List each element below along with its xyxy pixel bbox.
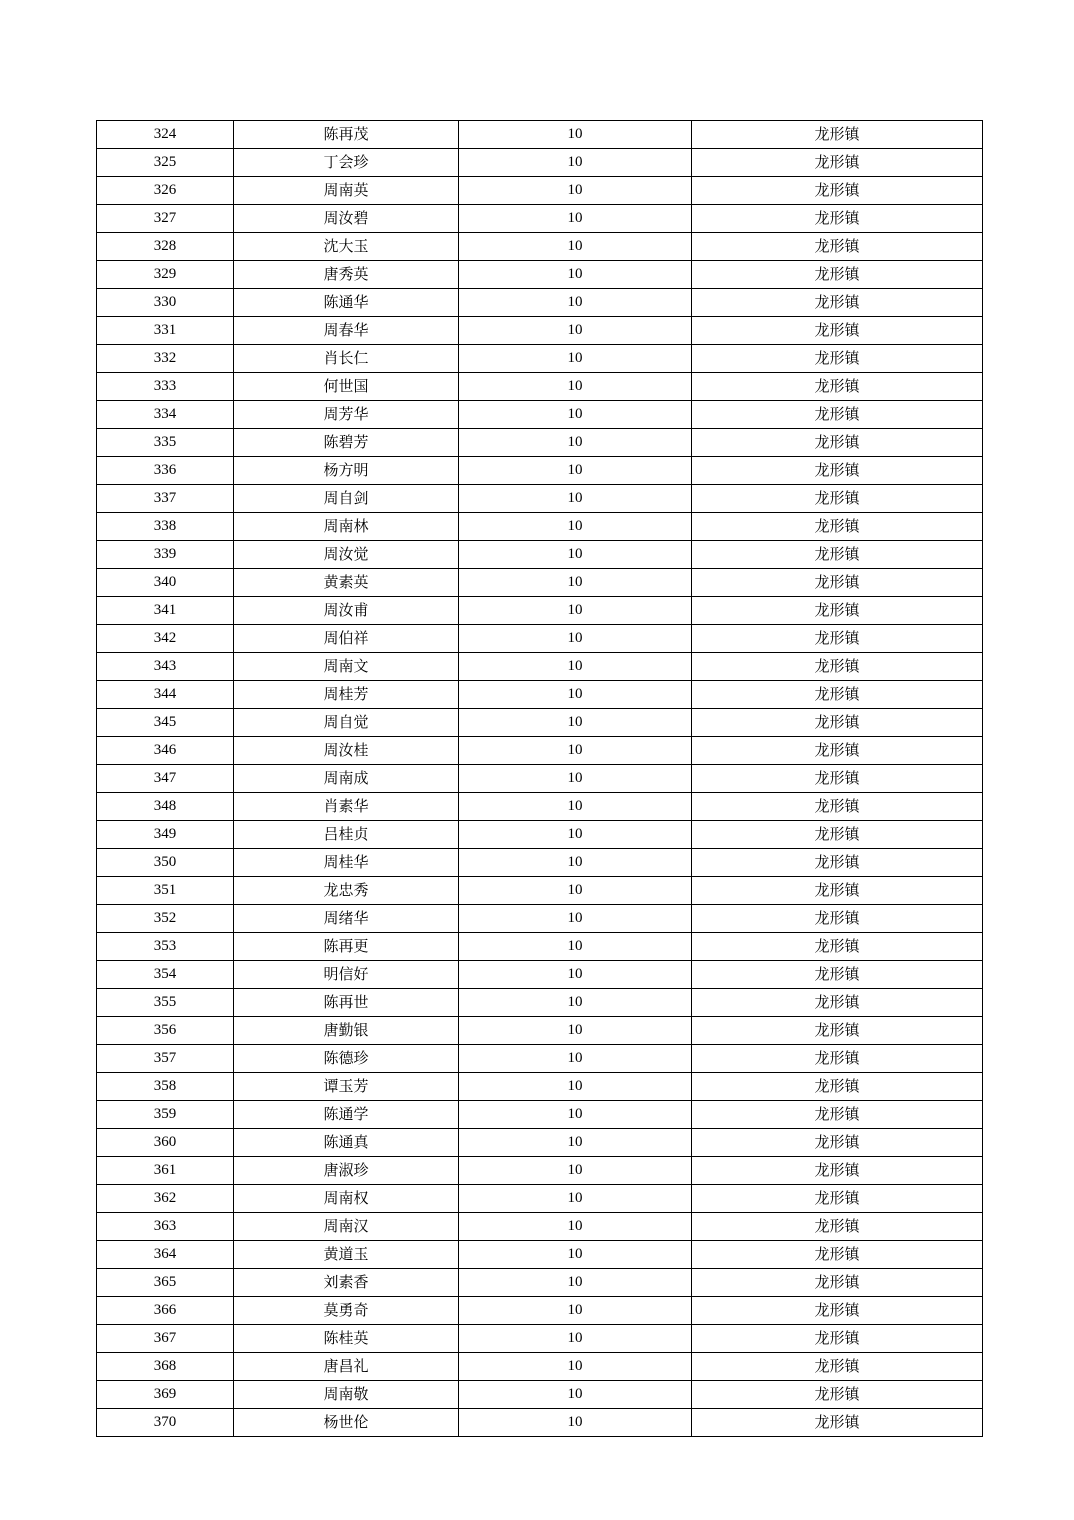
row-amount-cell: 10 — [459, 905, 692, 933]
table-row — [97, 821, 983, 849]
table-row — [97, 849, 983, 877]
row-index-cell: 335 — [97, 429, 234, 457]
row-town-cell: 龙形镇 — [692, 513, 983, 541]
row-name-cell: 周汝桂 — [234, 737, 459, 765]
row-amount-cell: 10 — [459, 597, 692, 625]
row-amount-cell: 10 — [459, 821, 692, 849]
table-row — [97, 317, 983, 345]
row-amount-cell: 10 — [459, 1185, 692, 1213]
row-index-cell: 364 — [97, 1241, 234, 1269]
row-amount-cell: 10 — [459, 485, 692, 513]
row-amount-cell: 10 — [459, 261, 692, 289]
row-index-cell: 367 — [97, 1325, 234, 1353]
row-index-cell: 363 — [97, 1213, 234, 1241]
table-row — [97, 793, 983, 821]
row-index-cell: 339 — [97, 541, 234, 569]
row-index-cell: 333 — [97, 373, 234, 401]
row-index-cell: 334 — [97, 401, 234, 429]
row-town-cell: 龙形镇 — [692, 569, 983, 597]
row-name-cell: 周桂华 — [234, 849, 459, 877]
row-town-cell: 龙形镇 — [692, 1297, 983, 1325]
row-town-cell: 龙形镇 — [692, 905, 983, 933]
row-town-cell: 龙形镇 — [692, 597, 983, 625]
table-row — [97, 653, 983, 681]
table-row — [97, 1185, 983, 1213]
row-name-cell: 沈大玉 — [234, 233, 459, 261]
row-amount-cell: 10 — [459, 1381, 692, 1409]
row-index-cell: 328 — [97, 233, 234, 261]
row-town-cell: 龙形镇 — [692, 849, 983, 877]
table-body — [97, 121, 983, 1437]
row-amount-cell: 10 — [459, 737, 692, 765]
row-amount-cell: 10 — [459, 681, 692, 709]
table-row — [97, 345, 983, 373]
row-town-cell: 龙形镇 — [692, 429, 983, 457]
row-amount-cell: 10 — [459, 457, 692, 485]
row-amount-cell: 10 — [459, 1353, 692, 1381]
row-amount-cell: 10 — [459, 1409, 692, 1437]
table-row — [97, 905, 983, 933]
table-row — [97, 1381, 983, 1409]
table-container — [96, 120, 978, 1437]
table-row — [97, 373, 983, 401]
row-index-cell: 344 — [97, 681, 234, 709]
row-town-cell: 龙形镇 — [692, 401, 983, 429]
row-amount-cell: 10 — [459, 1129, 692, 1157]
row-town-cell: 龙形镇 — [692, 625, 983, 653]
row-index-cell: 358 — [97, 1073, 234, 1101]
row-town-cell: 龙形镇 — [692, 121, 983, 149]
row-name-cell: 唐秀英 — [234, 261, 459, 289]
row-index-cell: 352 — [97, 905, 234, 933]
row-name-cell: 陈通真 — [234, 1129, 459, 1157]
row-town-cell: 龙形镇 — [692, 233, 983, 261]
row-index-cell: 369 — [97, 1381, 234, 1409]
row-index-cell: 348 — [97, 793, 234, 821]
row-town-cell: 龙形镇 — [692, 989, 983, 1017]
row-index-cell: 354 — [97, 961, 234, 989]
table-row — [97, 177, 983, 205]
row-index-cell: 356 — [97, 1017, 234, 1045]
row-amount-cell: 10 — [459, 541, 692, 569]
row-index-cell: 331 — [97, 317, 234, 345]
row-town-cell: 龙形镇 — [692, 177, 983, 205]
table-row — [97, 1101, 983, 1129]
row-index-cell: 342 — [97, 625, 234, 653]
row-amount-cell: 10 — [459, 177, 692, 205]
table-row — [97, 149, 983, 177]
row-index-cell: 359 — [97, 1101, 234, 1129]
table-row — [97, 961, 983, 989]
row-amount-cell: 10 — [459, 877, 692, 905]
row-name-cell: 周汝觉 — [234, 541, 459, 569]
row-name-cell: 肖长仁 — [234, 345, 459, 373]
table-row — [97, 1325, 983, 1353]
row-town-cell: 龙形镇 — [692, 1213, 983, 1241]
row-town-cell: 龙形镇 — [692, 877, 983, 905]
row-amount-cell: 10 — [459, 289, 692, 317]
row-name-cell: 周桂芳 — [234, 681, 459, 709]
row-town-cell: 龙形镇 — [692, 737, 983, 765]
table-row — [97, 541, 983, 569]
row-name-cell: 周南敬 — [234, 1381, 459, 1409]
row-index-cell: 338 — [97, 513, 234, 541]
row-town-cell: 龙形镇 — [692, 961, 983, 989]
row-town-cell: 龙形镇 — [692, 149, 983, 177]
table-row — [97, 1073, 983, 1101]
row-index-cell: 336 — [97, 457, 234, 485]
row-amount-cell: 10 — [459, 793, 692, 821]
row-name-cell: 刘素香 — [234, 1269, 459, 1297]
table-row — [97, 401, 983, 429]
row-name-cell: 周南林 — [234, 513, 459, 541]
table-row — [97, 289, 983, 317]
table-row — [97, 1045, 983, 1073]
row-index-cell: 355 — [97, 989, 234, 1017]
row-index-cell: 368 — [97, 1353, 234, 1381]
row-town-cell: 龙形镇 — [692, 1325, 983, 1353]
row-town-cell: 龙形镇 — [692, 1017, 983, 1045]
row-name-cell: 周芳华 — [234, 401, 459, 429]
row-amount-cell: 10 — [459, 1325, 692, 1353]
row-name-cell: 周绪华 — [234, 905, 459, 933]
table-row — [97, 1409, 983, 1437]
row-name-cell: 杨方明 — [234, 457, 459, 485]
row-amount-cell: 10 — [459, 1017, 692, 1045]
row-amount-cell: 10 — [459, 1073, 692, 1101]
table-row — [97, 625, 983, 653]
row-amount-cell: 10 — [459, 1213, 692, 1241]
row-index-cell: 329 — [97, 261, 234, 289]
row-town-cell: 龙形镇 — [692, 1129, 983, 1157]
row-name-cell: 龙忠秀 — [234, 877, 459, 905]
row-name-cell: 周伯祥 — [234, 625, 459, 653]
row-name-cell: 唐淑珍 — [234, 1157, 459, 1185]
row-index-cell: 361 — [97, 1157, 234, 1185]
table-row — [97, 597, 983, 625]
row-name-cell: 莫勇奇 — [234, 1297, 459, 1325]
row-amount-cell: 10 — [459, 1157, 692, 1185]
table-row — [97, 877, 983, 905]
row-name-cell: 唐昌礼 — [234, 1353, 459, 1381]
row-amount-cell: 10 — [459, 709, 692, 737]
row-amount-cell: 10 — [459, 653, 692, 681]
row-index-cell: 370 — [97, 1409, 234, 1437]
row-amount-cell: 10 — [459, 373, 692, 401]
row-index-cell: 326 — [97, 177, 234, 205]
row-index-cell: 325 — [97, 149, 234, 177]
row-town-cell: 龙形镇 — [692, 709, 983, 737]
row-name-cell: 何世国 — [234, 373, 459, 401]
row-town-cell: 龙形镇 — [692, 1157, 983, 1185]
table-row — [97, 709, 983, 737]
row-name-cell: 周春华 — [234, 317, 459, 345]
row-town-cell: 龙形镇 — [692, 765, 983, 793]
row-index-cell: 324 — [97, 121, 234, 149]
row-name-cell: 周自觉 — [234, 709, 459, 737]
row-name-cell: 周南成 — [234, 765, 459, 793]
row-index-cell: 340 — [97, 569, 234, 597]
row-town-cell: 龙形镇 — [692, 1409, 983, 1437]
row-name-cell: 周汝甫 — [234, 597, 459, 625]
row-town-cell: 龙形镇 — [692, 681, 983, 709]
row-town-cell: 龙形镇 — [692, 457, 983, 485]
row-amount-cell: 10 — [459, 849, 692, 877]
row-index-cell: 350 — [97, 849, 234, 877]
row-index-cell: 357 — [97, 1045, 234, 1073]
row-name-cell: 陈桂英 — [234, 1325, 459, 1353]
row-amount-cell: 10 — [459, 1269, 692, 1297]
row-town-cell: 龙形镇 — [692, 653, 983, 681]
row-town-cell: 龙形镇 — [692, 933, 983, 961]
row-index-cell: 330 — [97, 289, 234, 317]
row-index-cell: 327 — [97, 205, 234, 233]
table-row — [97, 1157, 983, 1185]
row-town-cell: 龙形镇 — [692, 205, 983, 233]
row-town-cell: 龙形镇 — [692, 1185, 983, 1213]
row-amount-cell: 10 — [459, 765, 692, 793]
row-index-cell: 345 — [97, 709, 234, 737]
row-name-cell: 明信好 — [234, 961, 459, 989]
row-name-cell: 黄道玉 — [234, 1241, 459, 1269]
table-row — [97, 485, 983, 513]
row-index-cell: 349 — [97, 821, 234, 849]
table-row — [97, 121, 983, 149]
row-amount-cell: 10 — [459, 961, 692, 989]
row-name-cell: 周汝碧 — [234, 205, 459, 233]
row-town-cell: 龙形镇 — [692, 1101, 983, 1129]
row-name-cell: 吕桂贞 — [234, 821, 459, 849]
row-name-cell: 陈再世 — [234, 989, 459, 1017]
table-row — [97, 429, 983, 457]
row-town-cell: 龙形镇 — [692, 541, 983, 569]
row-name-cell: 周自剑 — [234, 485, 459, 513]
row-index-cell: 362 — [97, 1185, 234, 1213]
beneficiary-table — [96, 120, 983, 1437]
row-town-cell: 龙形镇 — [692, 821, 983, 849]
row-amount-cell: 10 — [459, 401, 692, 429]
row-town-cell: 龙形镇 — [692, 1073, 983, 1101]
row-index-cell: 360 — [97, 1129, 234, 1157]
row-index-cell: 332 — [97, 345, 234, 373]
row-amount-cell: 10 — [459, 513, 692, 541]
row-amount-cell: 10 — [459, 149, 692, 177]
table-row — [97, 233, 983, 261]
row-name-cell: 肖素华 — [234, 793, 459, 821]
row-name-cell: 谭玉芳 — [234, 1073, 459, 1101]
row-amount-cell: 10 — [459, 1045, 692, 1073]
row-town-cell: 龙形镇 — [692, 1269, 983, 1297]
table-row — [97, 1241, 983, 1269]
row-town-cell: 龙形镇 — [692, 261, 983, 289]
row-town-cell: 龙形镇 — [692, 345, 983, 373]
row-index-cell: 366 — [97, 1297, 234, 1325]
table-row — [97, 765, 983, 793]
table-row — [97, 569, 983, 597]
table-row — [97, 513, 983, 541]
row-name-cell: 陈再茂 — [234, 121, 459, 149]
row-town-cell: 龙形镇 — [692, 485, 983, 513]
row-index-cell: 343 — [97, 653, 234, 681]
row-town-cell: 龙形镇 — [692, 793, 983, 821]
table-row — [97, 1017, 983, 1045]
row-town-cell: 龙形镇 — [692, 1381, 983, 1409]
row-amount-cell: 10 — [459, 205, 692, 233]
row-amount-cell: 10 — [459, 1241, 692, 1269]
row-name-cell: 陈再更 — [234, 933, 459, 961]
row-amount-cell: 10 — [459, 345, 692, 373]
row-name-cell: 周南汉 — [234, 1213, 459, 1241]
table-row — [97, 261, 983, 289]
row-amount-cell: 10 — [459, 429, 692, 457]
row-town-cell: 龙形镇 — [692, 373, 983, 401]
row-amount-cell: 10 — [459, 1297, 692, 1325]
row-index-cell: 353 — [97, 933, 234, 961]
row-index-cell: 347 — [97, 765, 234, 793]
row-amount-cell: 10 — [459, 317, 692, 345]
row-amount-cell: 10 — [459, 569, 692, 597]
row-name-cell: 丁会珍 — [234, 149, 459, 177]
table-row — [97, 205, 983, 233]
row-name-cell: 杨世伦 — [234, 1409, 459, 1437]
row-name-cell: 周南英 — [234, 177, 459, 205]
row-index-cell: 351 — [97, 877, 234, 905]
table-row — [97, 1213, 983, 1241]
row-name-cell: 唐勤银 — [234, 1017, 459, 1045]
table-row — [97, 457, 983, 485]
table-row — [97, 933, 983, 961]
row-town-cell: 龙形镇 — [692, 1353, 983, 1381]
row-town-cell: 龙形镇 — [692, 317, 983, 345]
table-row — [97, 737, 983, 765]
row-name-cell: 陈碧芳 — [234, 429, 459, 457]
row-amount-cell: 10 — [459, 121, 692, 149]
row-name-cell: 陈通学 — [234, 1101, 459, 1129]
row-town-cell: 龙形镇 — [692, 1045, 983, 1073]
row-name-cell: 陈通华 — [234, 289, 459, 317]
row-amount-cell: 10 — [459, 933, 692, 961]
row-index-cell: 365 — [97, 1269, 234, 1297]
row-index-cell: 337 — [97, 485, 234, 513]
row-name-cell: 陈德珍 — [234, 1045, 459, 1073]
table-row — [97, 1353, 983, 1381]
table-row — [97, 681, 983, 709]
row-name-cell: 黄素英 — [234, 569, 459, 597]
table-row — [97, 1129, 983, 1157]
table-row — [97, 1269, 983, 1297]
table-row — [97, 1297, 983, 1325]
row-amount-cell: 10 — [459, 1101, 692, 1129]
row-amount-cell: 10 — [459, 989, 692, 1017]
row-name-cell: 周南文 — [234, 653, 459, 681]
row-index-cell: 346 — [97, 737, 234, 765]
row-town-cell: 龙形镇 — [692, 1241, 983, 1269]
row-amount-cell: 10 — [459, 625, 692, 653]
row-town-cell: 龙形镇 — [692, 289, 983, 317]
row-amount-cell: 10 — [459, 233, 692, 261]
row-index-cell: 341 — [97, 597, 234, 625]
table-row — [97, 989, 983, 1017]
row-name-cell: 周南权 — [234, 1185, 459, 1213]
